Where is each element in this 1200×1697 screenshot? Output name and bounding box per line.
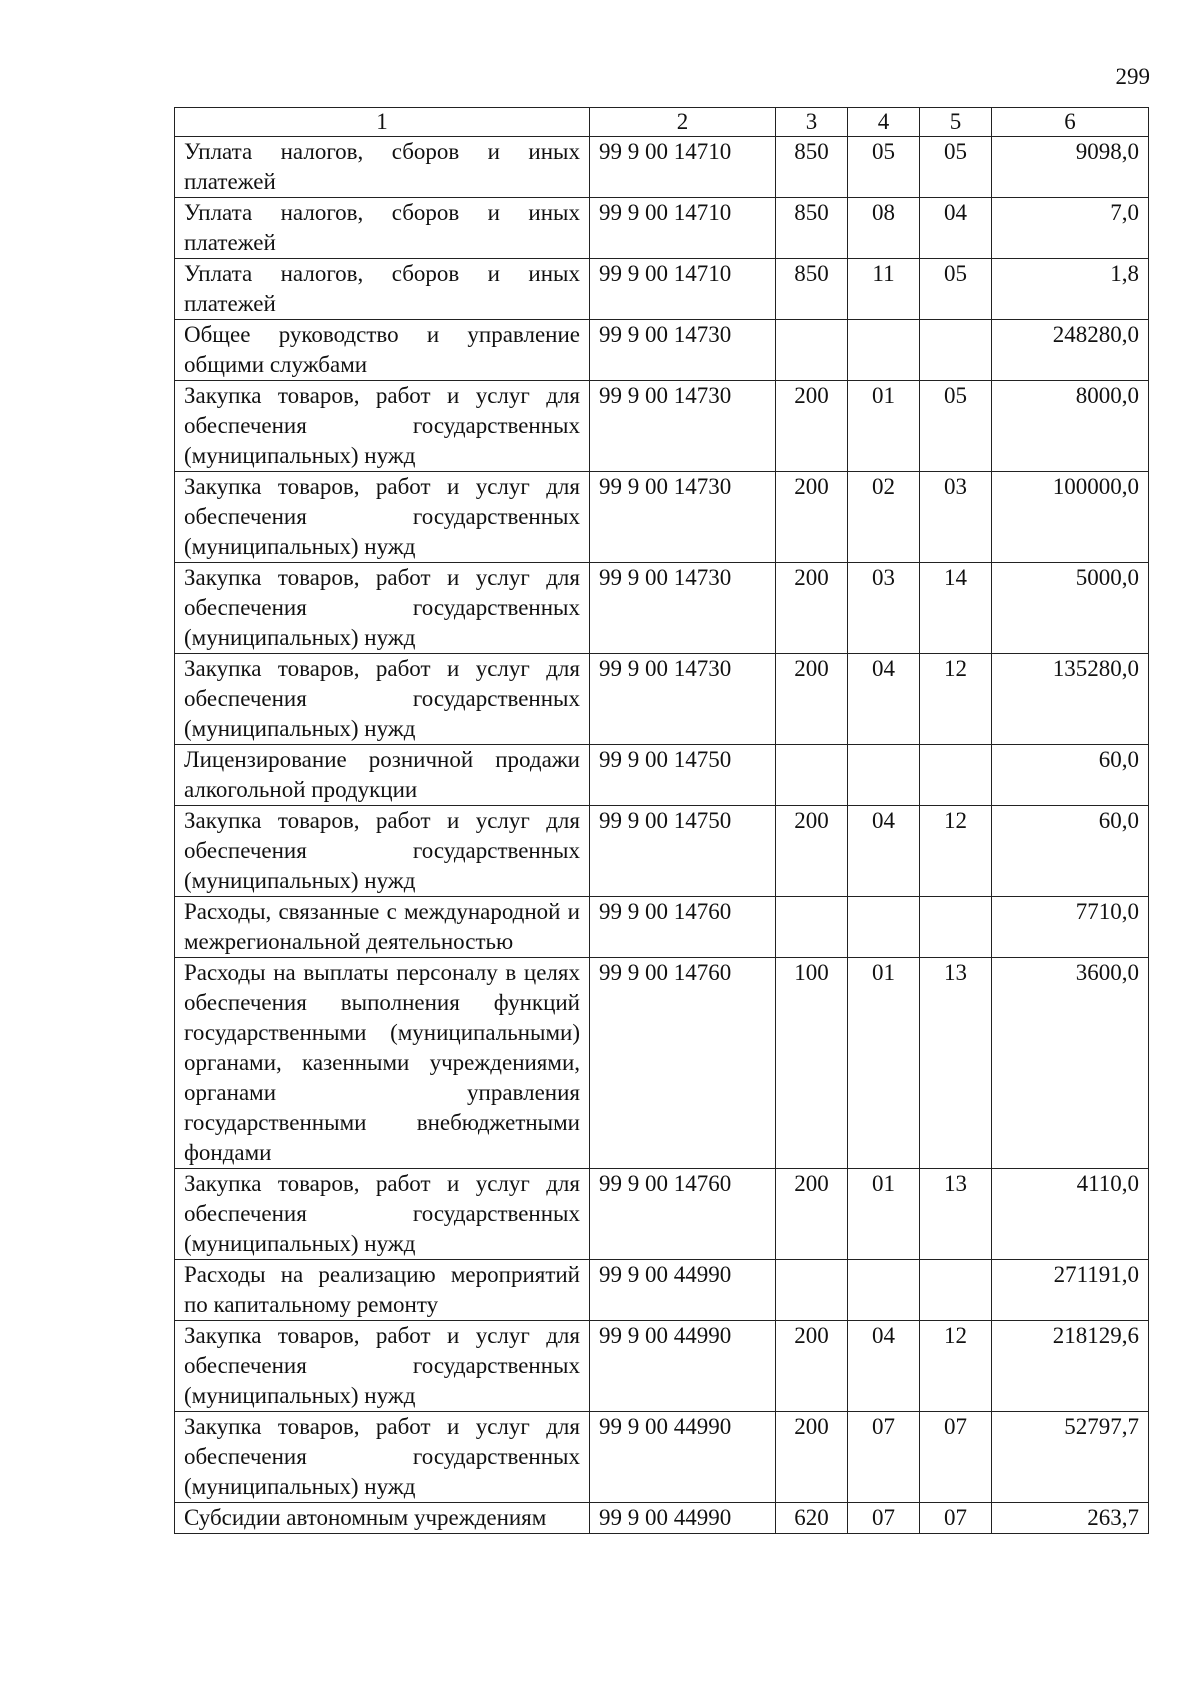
row-code: 99 9 00 14710 bbox=[590, 259, 776, 320]
row-subsection bbox=[920, 897, 992, 958]
table-header bbox=[175, 108, 1149, 137]
row-code: 99 9 00 14750 bbox=[590, 806, 776, 897]
row-subsection: 07 bbox=[920, 1503, 992, 1534]
header-col-2: 2 bbox=[590, 108, 776, 137]
row-subsection bbox=[920, 745, 992, 806]
row-subsection: 03 bbox=[920, 472, 992, 563]
row-amount: 4110,0 bbox=[992, 1169, 1149, 1260]
row-code: 99 9 00 14710 bbox=[590, 198, 776, 259]
row-section: 01 bbox=[848, 1169, 920, 1260]
row-name: Закупка товаров, работ и услуг для обеспечения государственных (муниципальных) нужд bbox=[175, 806, 590, 897]
page-number: 299 bbox=[1115, 64, 1150, 89]
row-amount: 218129,6 bbox=[992, 1321, 1149, 1412]
row-type: 100 bbox=[776, 958, 848, 1169]
header-col-4: 4 bbox=[848, 108, 920, 137]
row-name: Закупка товаров, работ и услуг для обеспечения государственных (муниципальных) нужд bbox=[175, 654, 590, 745]
row-name: Общее руководство и управление общими службами bbox=[175, 320, 590, 381]
row-name: Закупка товаров, работ и услуг для обеспечения государственных (муниципальных) нужд bbox=[175, 1412, 590, 1503]
row-type: 850 bbox=[776, 259, 848, 320]
row-name: Закупка товаров, работ и услуг для обеспечения государственных (муниципальных) нужд bbox=[175, 381, 590, 472]
table-row bbox=[175, 897, 1149, 958]
row-code: 99 9 00 14750 bbox=[590, 745, 776, 806]
row-code: 99 9 00 14760 bbox=[590, 1169, 776, 1260]
row-subsection: 14 bbox=[920, 563, 992, 654]
row-section bbox=[848, 897, 920, 958]
row-type bbox=[776, 745, 848, 806]
row-type: 200 bbox=[776, 806, 848, 897]
row-type: 200 bbox=[776, 472, 848, 563]
row-type: 200 bbox=[776, 1321, 848, 1412]
row-amount: 7710,0 bbox=[992, 897, 1149, 958]
table-row bbox=[175, 1412, 1149, 1503]
row-subsection: 13 bbox=[920, 958, 992, 1169]
row-code: 99 9 00 14730 bbox=[590, 381, 776, 472]
row-amount: 7,0 bbox=[992, 198, 1149, 259]
table-row bbox=[175, 259, 1149, 320]
row-code: 99 9 00 14760 bbox=[590, 897, 776, 958]
row-name: Субсидии автономным учреждениям bbox=[175, 1503, 590, 1534]
row-amount: 52797,7 bbox=[992, 1412, 1149, 1503]
row-code: 99 9 00 14730 bbox=[590, 654, 776, 745]
table-row bbox=[175, 198, 1149, 259]
row-section: 04 bbox=[848, 806, 920, 897]
table-row bbox=[175, 654, 1149, 745]
row-amount: 9098,0 bbox=[992, 137, 1149, 198]
row-name: Уплата налогов, сборов и иных платежей bbox=[175, 137, 590, 198]
row-subsection: 12 bbox=[920, 1321, 992, 1412]
header-row bbox=[175, 108, 1149, 137]
row-subsection: 13 bbox=[920, 1169, 992, 1260]
budget-table bbox=[174, 107, 1149, 1534]
row-code: 99 9 00 44990 bbox=[590, 1412, 776, 1503]
row-section: 01 bbox=[848, 381, 920, 472]
row-section bbox=[848, 745, 920, 806]
row-name: Закупка товаров, работ и услуг для обеспечения государственных (муниципальных) нужд bbox=[175, 1321, 590, 1412]
row-type bbox=[776, 897, 848, 958]
row-section: 04 bbox=[848, 654, 920, 745]
header-col-1: 1 bbox=[175, 108, 590, 137]
row-subsection bbox=[920, 320, 992, 381]
row-section: 07 bbox=[848, 1503, 920, 1534]
row-type: 200 bbox=[776, 1412, 848, 1503]
row-type: 200 bbox=[776, 563, 848, 654]
row-amount: 60,0 bbox=[992, 806, 1149, 897]
row-amount: 8000,0 bbox=[992, 381, 1149, 472]
row-code: 99 9 00 14730 bbox=[590, 563, 776, 654]
row-amount: 1,8 bbox=[992, 259, 1149, 320]
row-code: 99 9 00 44990 bbox=[590, 1260, 776, 1321]
header-col-5: 5 bbox=[920, 108, 992, 137]
row-amount: 263,7 bbox=[992, 1503, 1149, 1534]
row-name: Уплата налогов, сборов и иных платежей bbox=[175, 259, 590, 320]
row-code: 99 9 00 44990 bbox=[590, 1503, 776, 1534]
row-name: Уплата налогов, сборов и иных платежей bbox=[175, 198, 590, 259]
row-subsection: 05 bbox=[920, 259, 992, 320]
row-name: Закупка товаров, работ и услуг для обеспечения государственных (муниципальных) нужд bbox=[175, 563, 590, 654]
table-row bbox=[175, 806, 1149, 897]
row-type: 200 bbox=[776, 381, 848, 472]
row-code: 99 9 00 44990 bbox=[590, 1321, 776, 1412]
table-row bbox=[175, 1169, 1149, 1260]
row-amount: 3600,0 bbox=[992, 958, 1149, 1169]
row-amount: 60,0 bbox=[992, 745, 1149, 806]
table-row bbox=[175, 137, 1149, 198]
row-subsection bbox=[920, 1260, 992, 1321]
header-col-6: 6 bbox=[992, 108, 1149, 137]
table-row bbox=[175, 563, 1149, 654]
table-row bbox=[175, 320, 1149, 381]
header-col-3: 3 bbox=[776, 108, 848, 137]
row-name: Расходы на реализацию мероприятий по капитальному ремонту bbox=[175, 1260, 590, 1321]
row-amount: 100000,0 bbox=[992, 472, 1149, 563]
row-section: 03 bbox=[848, 563, 920, 654]
table-row bbox=[175, 472, 1149, 563]
row-code: 99 9 00 14710 bbox=[590, 137, 776, 198]
row-type: 850 bbox=[776, 198, 848, 259]
row-subsection: 12 bbox=[920, 654, 992, 745]
table-row bbox=[175, 1260, 1149, 1321]
row-subsection: 05 bbox=[920, 137, 992, 198]
row-type bbox=[776, 320, 848, 381]
row-type: 200 bbox=[776, 654, 848, 745]
table-body bbox=[175, 137, 1149, 1534]
row-section: 08 bbox=[848, 198, 920, 259]
row-name: Закупка товаров, работ и услуг для обеспечения государственных (муниципальных) нужд bbox=[175, 472, 590, 563]
table-row bbox=[175, 381, 1149, 472]
row-amount: 135280,0 bbox=[992, 654, 1149, 745]
row-type: 620 bbox=[776, 1503, 848, 1534]
row-amount: 5000,0 bbox=[992, 563, 1149, 654]
table-row bbox=[175, 958, 1149, 1169]
table-row bbox=[175, 1321, 1149, 1412]
row-name: Лицензирование розничной продажи алкогольной продукции bbox=[175, 745, 590, 806]
row-subsection: 04 bbox=[920, 198, 992, 259]
row-name: Расходы, связанные с международной и межрегиональной деятельностью bbox=[175, 897, 590, 958]
row-subsection: 12 bbox=[920, 806, 992, 897]
row-section: 04 bbox=[848, 1321, 920, 1412]
row-subsection: 07 bbox=[920, 1412, 992, 1503]
row-section bbox=[848, 1260, 920, 1321]
table-row bbox=[175, 745, 1149, 806]
row-code: 99 9 00 14760 bbox=[590, 958, 776, 1169]
row-section: 07 bbox=[848, 1412, 920, 1503]
row-amount: 271191,0 bbox=[992, 1260, 1149, 1321]
row-name: Расходы на выплаты персоналу в целях обеспечения выполнения функций государственными (муниципальными) органами, казенными учреждениями, органами управления государственными внебюджетными фондами bbox=[175, 958, 590, 1169]
row-section: 02 bbox=[848, 472, 920, 563]
table-row bbox=[175, 1503, 1149, 1534]
row-section bbox=[848, 320, 920, 381]
row-type bbox=[776, 1260, 848, 1321]
row-subsection: 05 bbox=[920, 381, 992, 472]
row-type: 850 bbox=[776, 137, 848, 198]
row-section: 11 bbox=[848, 259, 920, 320]
row-type: 200 bbox=[776, 1169, 848, 1260]
row-section: 01 bbox=[848, 958, 920, 1169]
row-name: Закупка товаров, работ и услуг для обеспечения государственных (муниципальных) нужд bbox=[175, 1169, 590, 1260]
row-code: 99 9 00 14730 bbox=[590, 472, 776, 563]
row-amount: 248280,0 bbox=[992, 320, 1149, 381]
row-code: 99 9 00 14730 bbox=[590, 320, 776, 381]
row-section: 05 bbox=[848, 137, 920, 198]
